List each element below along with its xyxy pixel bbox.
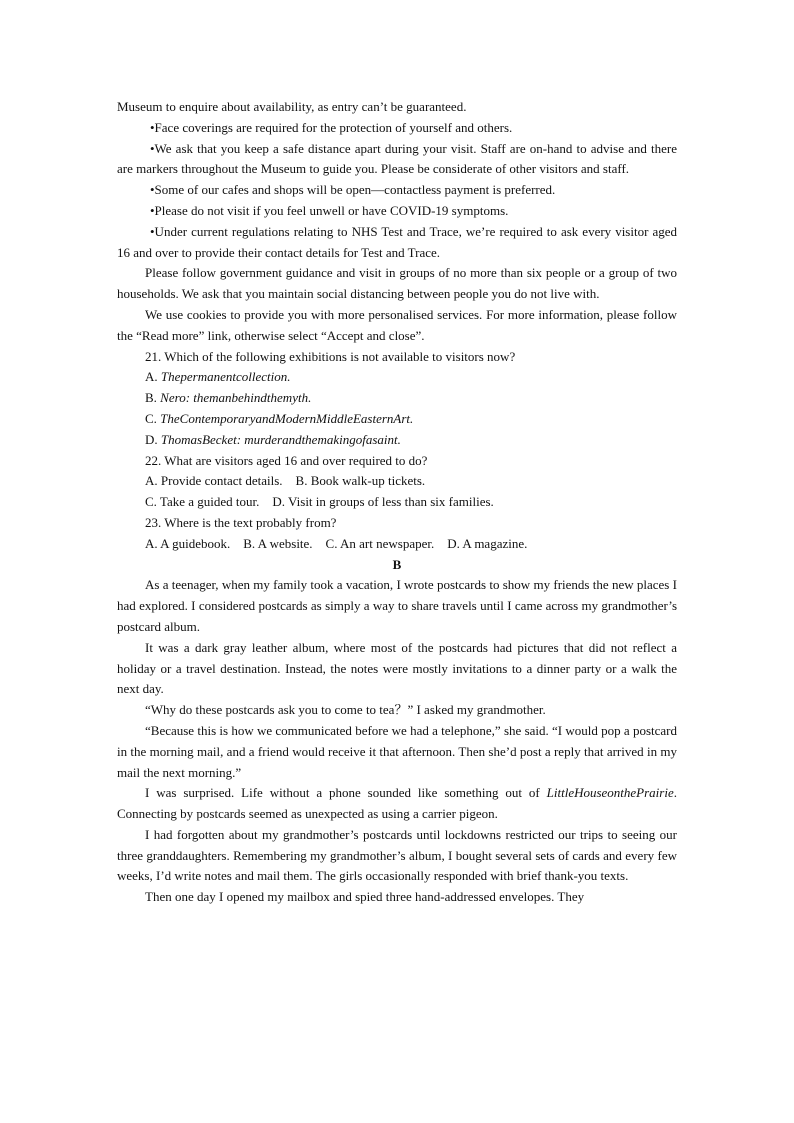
option-b-text: Nero: themanbehindthemyth.	[160, 390, 312, 406]
story-paragraph-1: As a teenager, when my family took a vacation, I wrote postcards to show my friends the new places I had explored. I considered postcards as simply a way to share travels until I came across my grandmother’s postcard album.	[117, 577, 677, 634]
option-d-text: ThomasBecket: murderandthemakingofasaint.	[160, 431, 401, 447]
option-b-prefix: B.	[145, 390, 161, 406]
story-paragraph-5	[117, 783, 677, 825]
question-23-stem: 23. Where is the text probably from?	[145, 514, 337, 530]
story-paragraph-5-start: I was surprised. Life without a phone sounded like something out of	[145, 785, 547, 801]
question-22-stem: 22. What are visitors aged 16 and over required to do?	[145, 452, 428, 468]
paragraph-intro: Museum to enquire about availability, as entry can’t be guaranteed.	[117, 99, 467, 114]
question-23-options-row-1: A. A guidebook. B. A website. C. An art newspaper. D. A magazine.	[145, 535, 528, 551]
option-c-text: TheContemporaryandModernMiddleEasternArt.	[160, 410, 414, 426]
story-paragraph-6: I had forgotten about my grandmother’s postcards until lockdowns restricted our trips to seeing our three granddaughters. Remembering my grandmother’s album, I bought several sets of cards and every few weeks, I’d write notes and mail them. The girls occasionally responded with brief thank-you texts.	[117, 826, 677, 884]
option-a-text: Thepermanentcollection.	[160, 369, 291, 385]
book-title: LittleHouseonthePrairie	[546, 785, 674, 801]
section-heading-b: B	[392, 556, 402, 572]
story-paragraph-2: It was a dark gray leather album, where most of the postcards had pictures that did not reflect a holiday or a travel destination. Instead, the notes were mostly invitations to a dinner party or a walk the next day.	[117, 639, 677, 697]
paragraph-cookies: We use cookies to provide you with more personalised services. For more information, please follow the “Read more” link, otherwise select “Accept and close”.	[117, 306, 677, 343]
story-paragraph-4: “Because this is how we communicated before we had a telephone,” she said. “I would pop a postcard in the morning mail, and a friend would receive it that afternoon. Then she’d post a reply that arrived in my mail the next morning.”	[117, 722, 677, 780]
bullet-safe-distance: •We ask that you keep a safe distance apart during your visit. Staff are on-hand to advise and there are markers throughout the Museum to guide you. Please be considerate of other visitors and staff.	[117, 140, 677, 177]
bullet-cafes-shops: •Some of our cafes and shops will be open—contactless payment is preferred.	[150, 182, 556, 198]
bullet-covid-symptoms: •Please do not visit if you feel unwell or have COVID-19 symptoms.	[150, 202, 509, 218]
paragraph-groups: Please follow government guidance and visit in groups of no more than six people or a group of two households. We ask that you maintain social distancing between people you do not live with.	[117, 265, 677, 302]
option-d-prefix: D.	[145, 431, 161, 447]
question-21-option-a	[117, 367, 677, 388]
question-21-option-c	[117, 409, 677, 430]
question-21-stem: 21. Which of the following exhibitions is not available to visitors now?	[145, 348, 516, 364]
option-a-prefix: A.	[145, 369, 161, 385]
story-paragraph-7: Then one day I opened my mailbox and spied three hand-addressed envelopes. They	[145, 889, 585, 905]
bullet-test-and-trace: •Under current regulations relating to NHS Test and Trace, we’re required to ask every visitor aged 16 and over to provide their contact details for Test and Trace.	[117, 223, 677, 260]
option-c-prefix: C.	[145, 410, 161, 426]
question-21-option-d	[117, 430, 677, 451]
story-paragraph-3: “Why do these postcards ask you to come to tea？” I asked my grandmother.	[145, 702, 546, 718]
document-page	[117, 97, 677, 908]
bullet-face-coverings: •Face coverings are required for the protection of yourself and others.	[150, 119, 513, 135]
story-paragraph-5-end: . Connecting by postcards seemed as unexpected as using a carrier pigeon.	[117, 785, 677, 822]
question-22-options-row-2: C. Take a guided tour. D. Visit in groups of less than six families.	[145, 494, 494, 510]
question-22-options-row-1: A. Provide contact details. B. Book walk-up tickets.	[145, 473, 426, 489]
question-21-option-b	[117, 388, 677, 409]
